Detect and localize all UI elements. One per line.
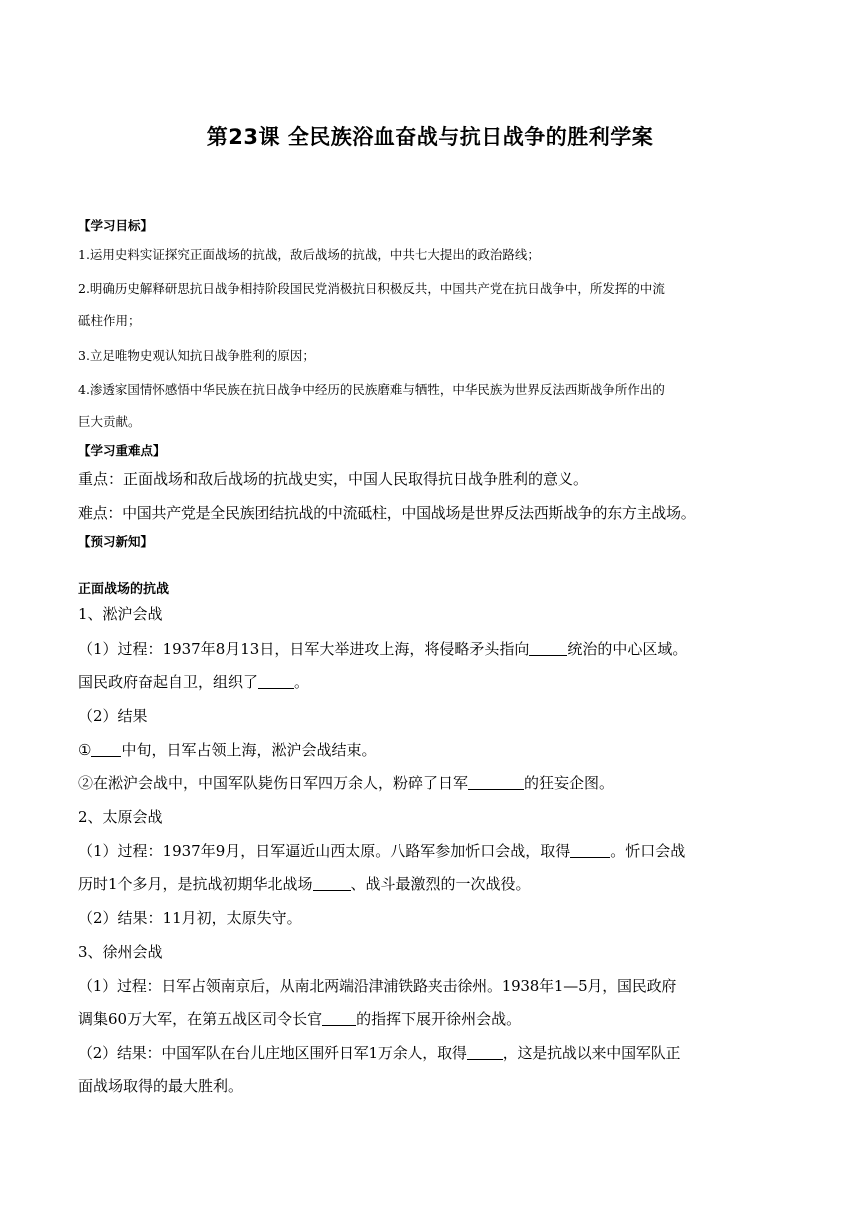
battle3-title: 3、徐州会战 — [78, 943, 163, 961]
battle2-process-text-a: （1）过程：1937年9月，日军逼近山西太原。八路军参加忻口会战，取得 — [78, 842, 571, 860]
blank-1 — [529, 640, 567, 656]
battle1-process-line2 — [78, 671, 784, 692]
page-title: 第23课 全民族浴血奋战与抗日战争的胜利学案 — [206, 125, 654, 149]
battle2-process-text-c: 历时1个多月，是抗战初期华北战场 — [78, 875, 313, 893]
blank-8 — [467, 1044, 503, 1060]
preview-heading: 【预习新知】 — [78, 534, 154, 549]
blank-7 — [322, 1010, 356, 1026]
objective-item-3: 3.立足唯物史观认知抗日战争胜利的原因； — [78, 348, 315, 363]
battle1-title: 1、淞沪会战 — [78, 605, 163, 623]
blank-2 — [258, 673, 294, 689]
battle1-process-text-c: 国民政府奋起自卫，组织了 — [78, 673, 259, 691]
battle1-result-1 — [78, 739, 784, 760]
keypoints-difficult: 难点：中国共产党是全民族团结抗战的中流砥柱，中国战场是世界反法西斯战争的东方主战场。 — [78, 504, 696, 522]
battle3-result-text-a: （2）结果：中国军队在台儿庄地区围歼日军1万余人，取得 — [78, 1044, 467, 1062]
objective-item-2: 2.明确历史解释研思抗日战争相持阶段国民党消极抗日积极反共，中国共产党在抗日战争中，所发挥的中流 — [78, 281, 665, 296]
battle1-result-1-b: 中旬，日军占领上海，淞沪会战结束。 — [121, 741, 377, 759]
keypoints-heading: 【学习重难点】 — [78, 443, 166, 458]
battle2-process-line1 — [78, 840, 784, 861]
battle1-result-2-a: ②在淞沪会战中，中国军队毙伤日军四万余人，粉碎了日军 — [78, 774, 469, 792]
battle1-result-heading: （2）结果 — [78, 707, 148, 725]
battle3-process-text-c: 的指挥下展开徐州会战。 — [356, 1010, 522, 1028]
battle3-result-line2: 面战场取得的最大胜利。 — [78, 1077, 244, 1095]
objective-item-1: 1.运用史料实证探究正面战场的抗战，敌后战场的抗战，中共七大提出的政治路线； — [78, 247, 540, 262]
keypoints-key: 重点：正面战场和敌后战场的抗战史实，中国人民取得抗日战争胜利的意义。 — [78, 470, 589, 488]
battle1-process-text-b: 统治的中心区域。 — [567, 640, 688, 658]
blank-5 — [570, 842, 610, 858]
battle2-process-line2 — [78, 873, 784, 894]
battle1-result-2 — [78, 772, 784, 793]
battle3-process-line1: （1）过程：日军占领南京后，从南北两端沿津浦铁路夹击徐州。1938年1—5月，国民政府 — [78, 977, 677, 995]
battle2-process-text-b: 。忻口会战 — [610, 842, 686, 860]
battle1-process-line1 — [78, 638, 784, 659]
battle2-title: 2、太原会战 — [78, 808, 163, 826]
battle1-process-text-a: （1）过程：1937年8月13日，日军大举进攻上海，将侵略矛头指向 — [78, 640, 530, 658]
objective-item-4: 4.渗透家国情怀感悟中华民族在抗日战争中经历的民族磨难与牺牲，中华民族为世界反法西斯战争所作出的 — [78, 382, 665, 397]
blank-3 — [91, 741, 121, 757]
battle3-result-text-b: ，这是抗战以来中国军队正 — [502, 1044, 681, 1062]
objective-item-2-cont: 砥柱作用； — [78, 313, 141, 328]
battle1-process-text-d: 。 — [294, 673, 310, 691]
battle3-result-line1 — [78, 1042, 784, 1063]
section-title: 正面战场的抗战 — [78, 582, 170, 597]
objective-item-4-cont: 巨大贡献。 — [78, 414, 141, 429]
battle3-process-line2 — [78, 1008, 784, 1029]
battle2-result: （2）结果：11月初，太原失守。 — [78, 909, 302, 927]
objectives-heading: 【学习目标】 — [78, 218, 154, 233]
blank-6 — [313, 875, 351, 891]
battle2-process-text-d: 、战斗最激烈的一次战役。 — [350, 875, 531, 893]
battle3-process-text-b: 调集60万大军，在第五战区司令长官 — [78, 1010, 323, 1028]
battle1-result-1-a: ① — [78, 741, 92, 759]
blank-4 — [468, 774, 524, 790]
battle1-result-2-b: 的狂妄企图。 — [524, 774, 615, 792]
